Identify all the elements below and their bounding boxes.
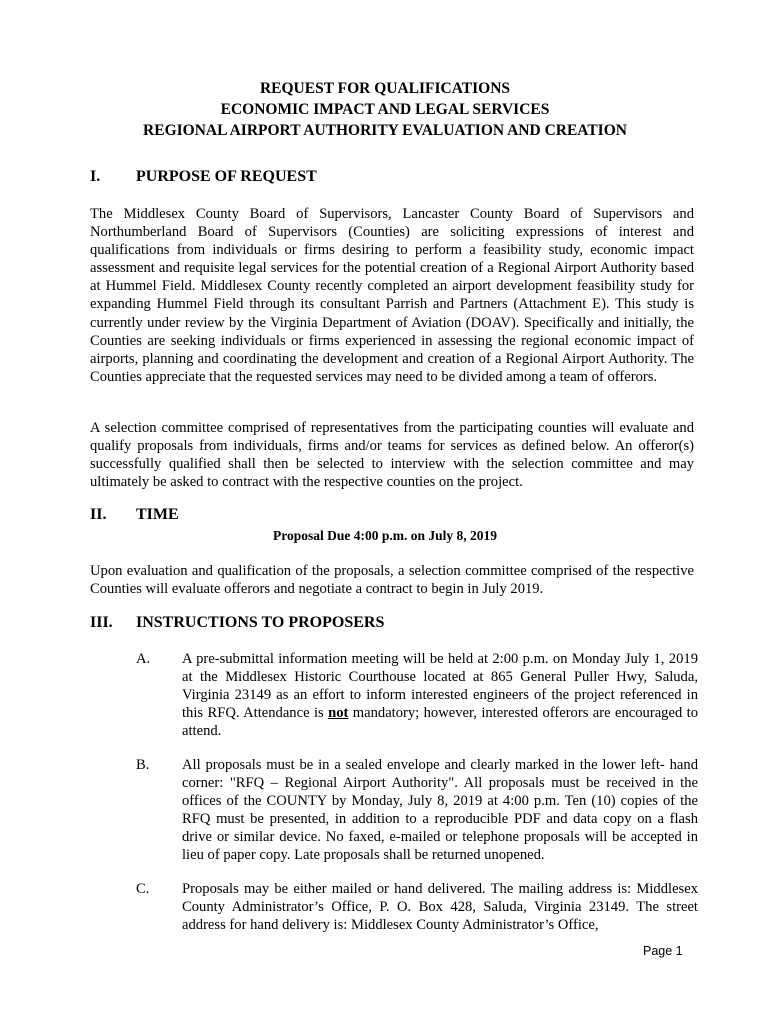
instruction-item-a (136, 650, 698, 740)
section-1-paragraph-2: A selection committee comprised of representatives from the participating counties will evaluate and qualify proposals from individuals, firms and/or teams for services as defined below. An offeror(s) successfully qualified shall then be selected to interview with the selection committee and may ultimately be asked to contract with the respective counties on the project. (90, 420, 694, 491)
title-line-2: ECONOMIC IMPACT AND LEGAL SERVICES (220, 101, 550, 118)
item-a-emphasis: not (328, 705, 349, 722)
section-1-title: PURPOSE OF REQUEST (136, 168, 317, 185)
section-3-heading (90, 614, 384, 632)
proposal-due-date: Proposal Due 4:00 p.m. on July 8, 2019 (272, 528, 498, 543)
section-2-heading (90, 506, 179, 524)
section-2-title: TIME (136, 506, 179, 523)
section-2-number: II. (90, 506, 107, 523)
item-c-letter: C. (136, 881, 150, 897)
title-line-1: REQUEST FOR QUALIFICATIONS (259, 80, 511, 97)
section-3-title: INSTRUCTIONS TO PROPOSERS (136, 614, 385, 631)
item-b-text: All proposals must be in a sealed envelope and clearly marked in the lower left- hand corner: "RFQ – Regional Airport Authority". All proposals must be received in the offices of the COUNTY by Monday, July 8, 2019 at 4:00 p.m. Ten (10) copies of the RFQ must be presented, in addition to a reproducible PDF and data copy on a flash drive or similar device. No faxed, e-mailed or telephone proposals will be accepted in lieu of paper copy. Late proposals shall be returned unopened. (182, 757, 698, 864)
instruction-item-c (136, 880, 698, 934)
item-a-letter: A. (136, 651, 151, 667)
section-2-paragraph: Upon evaluation and qualification of the proposals, a selection committee comprised of the respective Counties will evaluate offerors and negotiate a contract to begin in July 2019. (90, 563, 694, 598)
item-a-text-before: A pre-submittal information meeting will be held at 2:00 p.m. on Monday July 1, 2019 at the Middlesex Historic Courthouse located at 865 General Puller Hwy, Saluda, Virginia 23149 as an effort to inform interested engineers of the project referenced in this RFQ. Attendance is (182, 651, 698, 722)
section-1-paragraph-1: The Middlesex County Board of Supervisors, Lancaster County Board of Supervisors and Northumberland Board of Supervisors (Counties) are soliciting expressions of interest and qualifications from individuals or firms desiring to perform a feasibility study, economic impact assessment and requisite legal services for the potential creation of a Regional Airport Authority based at Hummel Field. Middlesex County recently completed an airport development feasibility study for expanding Hummel Field through its consultant Parrish and Partners (Attachment E). This study is currently under review by the Virginia Department of Aviation (DOAV). Specifically and initially, the Counties are seeking individuals or firms experienced in assessing the regional economic impact of airports, planning and coordinating the development and creation of a Regional Airport Authority. The Counties appreciate that the requested services may need to be divided among a team of offerors. (90, 206, 694, 385)
page-number: Page 1 (643, 944, 683, 958)
item-a-text (182, 650, 698, 740)
section-1-number: I. (90, 168, 101, 185)
item-a-text-after: mandatory; however, interested offerors are encouraged to attend. (182, 705, 698, 740)
document-title (0, 78, 770, 141)
section-1-heading (90, 168, 317, 186)
instruction-item-b (136, 756, 698, 865)
section-3-number: III. (90, 614, 113, 631)
item-b-letter: B. (136, 757, 150, 773)
item-c-text: Proposals may be either mailed or hand delivered. The mailing address is: Middlesex County Administrator’s Office, P. O. Box 428, Saluda, Virginia 23149. The street address for hand delivery is: Middlesex County Administrator’s Office, (182, 881, 698, 934)
title-line-3: REGIONAL AIRPORT AUTHORITY EVALUATION AND CREATION (143, 122, 627, 139)
